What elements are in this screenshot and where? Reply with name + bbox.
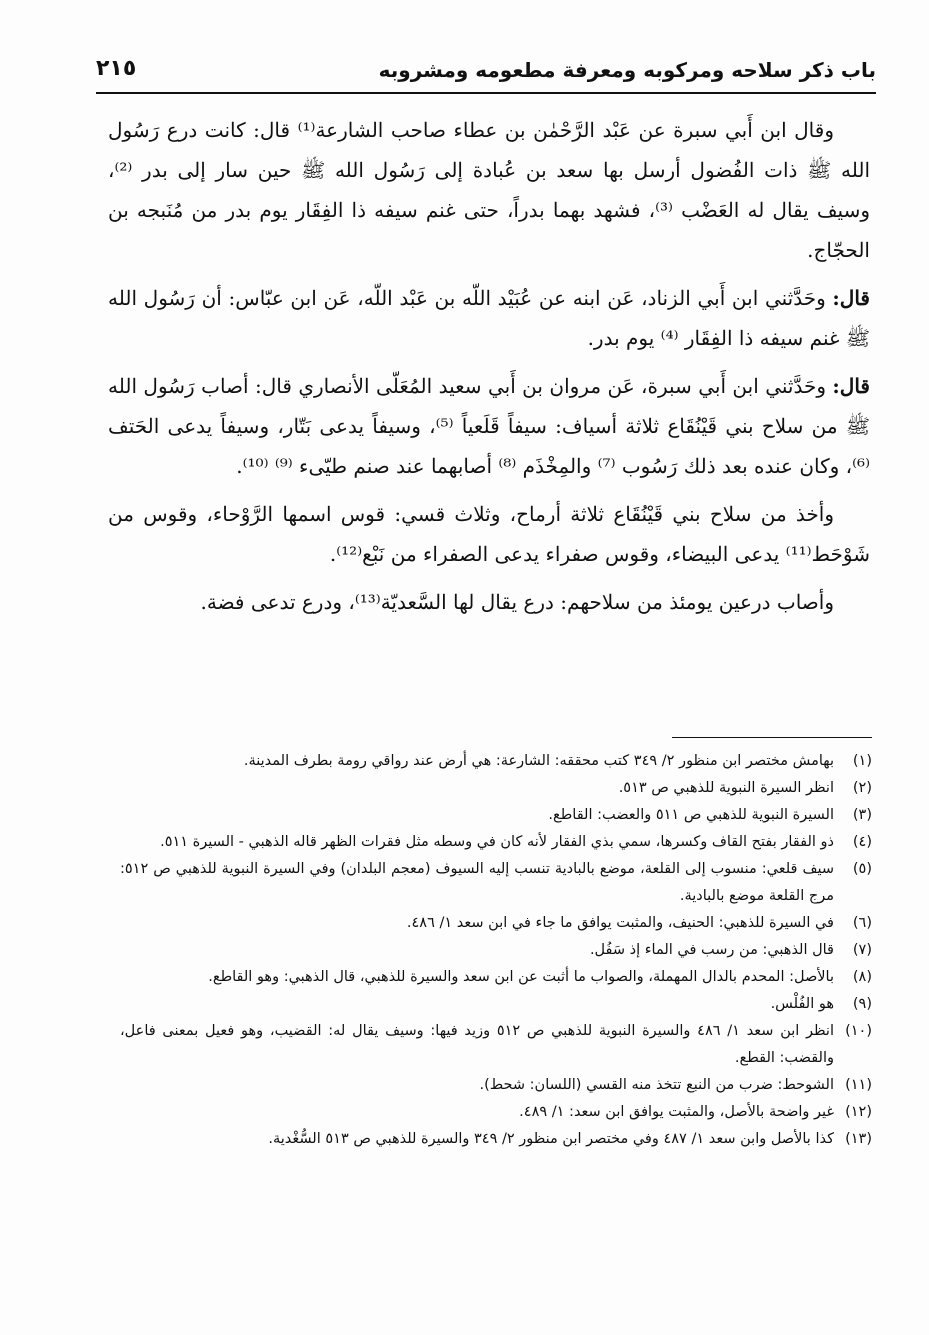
footnote-number: (٦) [852, 915, 872, 931]
footnote-text: في السيرة للذهبي: الحنيف، والمثبت يوافق ما جاء في ابن سعد ١/ ٤٨٦. [406, 915, 834, 931]
footnote-number: (١) [852, 753, 872, 769]
paragraph-text: وحَدَّثني ابن أَبي سبرة، عَن مروان بن أَبي سعيد المُعَلّى الأنصاري قال: أصاب رَسُول الله ﷺ من سلاح بني قَيْنُقَاع ثلاثة أسياف: سيفاً قَلَعياً ⁽⁵⁾، وسيفاً يدعى بَتّار، وسيفاً يدعى الحَتف ⁽⁶⁾، وكان عنده بعد ذلك رَسُوب ⁽⁷⁾ والمِخْذَم ⁽⁸⁾ أصابهما عند صنم طيّىء ⁽⁹⁾ ⁽¹⁰⁾. [108, 374, 871, 478]
paragraph [108, 110, 870, 270]
paragraph [108, 366, 870, 486]
running-header [96, 52, 876, 90]
footnote [120, 937, 872, 964]
footnote-number: (٨) [852, 969, 872, 985]
footnote [120, 775, 872, 802]
chapter-title: باب ذكر سلاحه ومركوبه ومعرفة مطعومه ومشروبه [378, 58, 876, 82]
footnote-text: هو الفُلْس. [770, 996, 834, 1012]
footnotes [120, 748, 872, 1153]
footnote-number: (٧) [852, 942, 872, 958]
footnote-text: الشوحط: ضرب من النبع تتخذ منه القسي (اللسان: شحط). [479, 1077, 834, 1093]
footnote-text: انظر ابن سعد ١/ ٤٨٦ والسيرة النبوية للذهبي ص ٥١٢ وزيد فيها: وسيف يقال له: القضيب، وهو فعيل بمعنى فاعل، والقضب: القطع. [120, 1023, 834, 1066]
footnote-number: (١٢) [845, 1104, 872, 1120]
footnote-text: السيرة النبوية للذهبي ص ٥١١ والعضب: القاطع. [548, 807, 834, 823]
footnote [120, 991, 872, 1018]
footnote-number: (٩) [852, 996, 872, 1012]
footnote-number: (١٠) [845, 1023, 872, 1039]
footnote [120, 1018, 872, 1072]
paragraph-text: وحَدَّثني ابن أَبي الزناد، عَن ابنه عن عُبَيْد اللّه بن عَبْد اللّه، عَن ابن عبّاس: أن رَسُول الله ﷺ غنم سيفه ذا الفِقَار ⁽⁴⁾ يوم بدر. [108, 286, 870, 350]
footnote-text: سيف قلعي: منسوب إلى القلعة، موضع بالبادية تنسب إليه السيوف (معجم البلدان) وفي السيرة النبوية للذهبي ص ٥١٢: مرج القلعة موضع بالبادية. [120, 861, 834, 904]
footnote-text: كذا بالأصل وابن سعد ١/ ٤٨٧ وفي مختصر ابن منظور ٢/ ٣٤٩ والسيرة للذهبي ص ٥١٣ السُّغْدية. [268, 1131, 834, 1147]
footnote-number: (٢) [852, 780, 872, 796]
footnote-text: ذو الفقار بفتح القاف وكسرها، سمي بذي الفقار لأنه كان في وسطه مثل فقرات الظهر قاله الذهبي - السيرة ٥١١. [160, 834, 834, 850]
paragraph-lead: قال: [832, 374, 870, 398]
footnote [120, 748, 872, 775]
paragraph-text: وأخذ من سلاح بني قَيْنُقَاع ثلاثة أرماح، وثلاث قسي: قوس اسمها الرَّوْحاء، وقوس من شَوْحَط⁽¹¹⁾ يدعى البيضاء، وقوس صفراء يدعى الصفراء من نَبْع⁽¹²⁾. [108, 502, 870, 566]
page-number: ٢١٥ [96, 56, 137, 81]
paragraph [108, 494, 870, 574]
footnote [120, 829, 872, 856]
footnote-text: بالأصل: المحدم بالدال المهملة، والصواب ما أثبت عن ابن سعد والسيرة للذهبي، قال الذهبي: وهو القاطع. [208, 969, 834, 985]
footnote [120, 1072, 872, 1099]
paragraph-lead: قال: [832, 286, 870, 310]
paragraph [108, 582, 870, 622]
header-rule [96, 92, 876, 94]
footnote-text: قال الذهبي: من رسب في الماء إذ سَفُل. [589, 942, 834, 958]
footnote [120, 964, 872, 991]
footnote-number: (٥) [852, 861, 872, 877]
footnote-text: انظر السيرة النبوية للذهبي ص ٥١٣. [618, 780, 834, 796]
footnote-number: (٤) [852, 834, 872, 850]
paragraph-text: وقال ابن أَبي سبرة عن عَبْد الرَّحْمٰن بن عطاء صاحب الشارعة⁽¹⁾ قال: كانت درع رَسُول الله ﷺ ذات الفُضول أرسل بها سعد بن عُبادة إلى رَسُول الله ﷺ حين سار إلى بدر ⁽²⁾، وسيف يقال له العَضْب ⁽³⁾، فشهد بهما بدراً، حتى غنم سيفه ذا الفِقَار يوم بدر من مُنَبجه بن الحجّاج. [108, 118, 871, 262]
footnote [120, 1126, 872, 1153]
footnote [120, 1099, 872, 1126]
paragraph-text: وأصاب درعين يومئذ من سلاحهم: درع يقال لها السَّعديّة⁽¹³⁾، ودرع تدعى فضة. [200, 590, 834, 614]
paragraph [108, 278, 870, 358]
footnote-separator [672, 737, 872, 738]
footnote-number: (١٣) [845, 1131, 872, 1147]
footnote-text: بهامش مختصر ابن منظور ٢/ ٣٤٩ كتب محققه: الشارعة: هي أرض عند رواقي رومة بطرف المدينة. [243, 753, 834, 769]
main-text [108, 110, 870, 630]
footnote [120, 856, 872, 910]
footnote [120, 910, 872, 937]
footnote [120, 802, 872, 829]
footnote-number: (٣) [852, 807, 872, 823]
footnote-text: غير واضحة بالأصل، والمثبت يوافق ابن سعد: ١/ ٤٨٩. [519, 1104, 834, 1120]
footnote-number: (١١) [845, 1077, 872, 1093]
